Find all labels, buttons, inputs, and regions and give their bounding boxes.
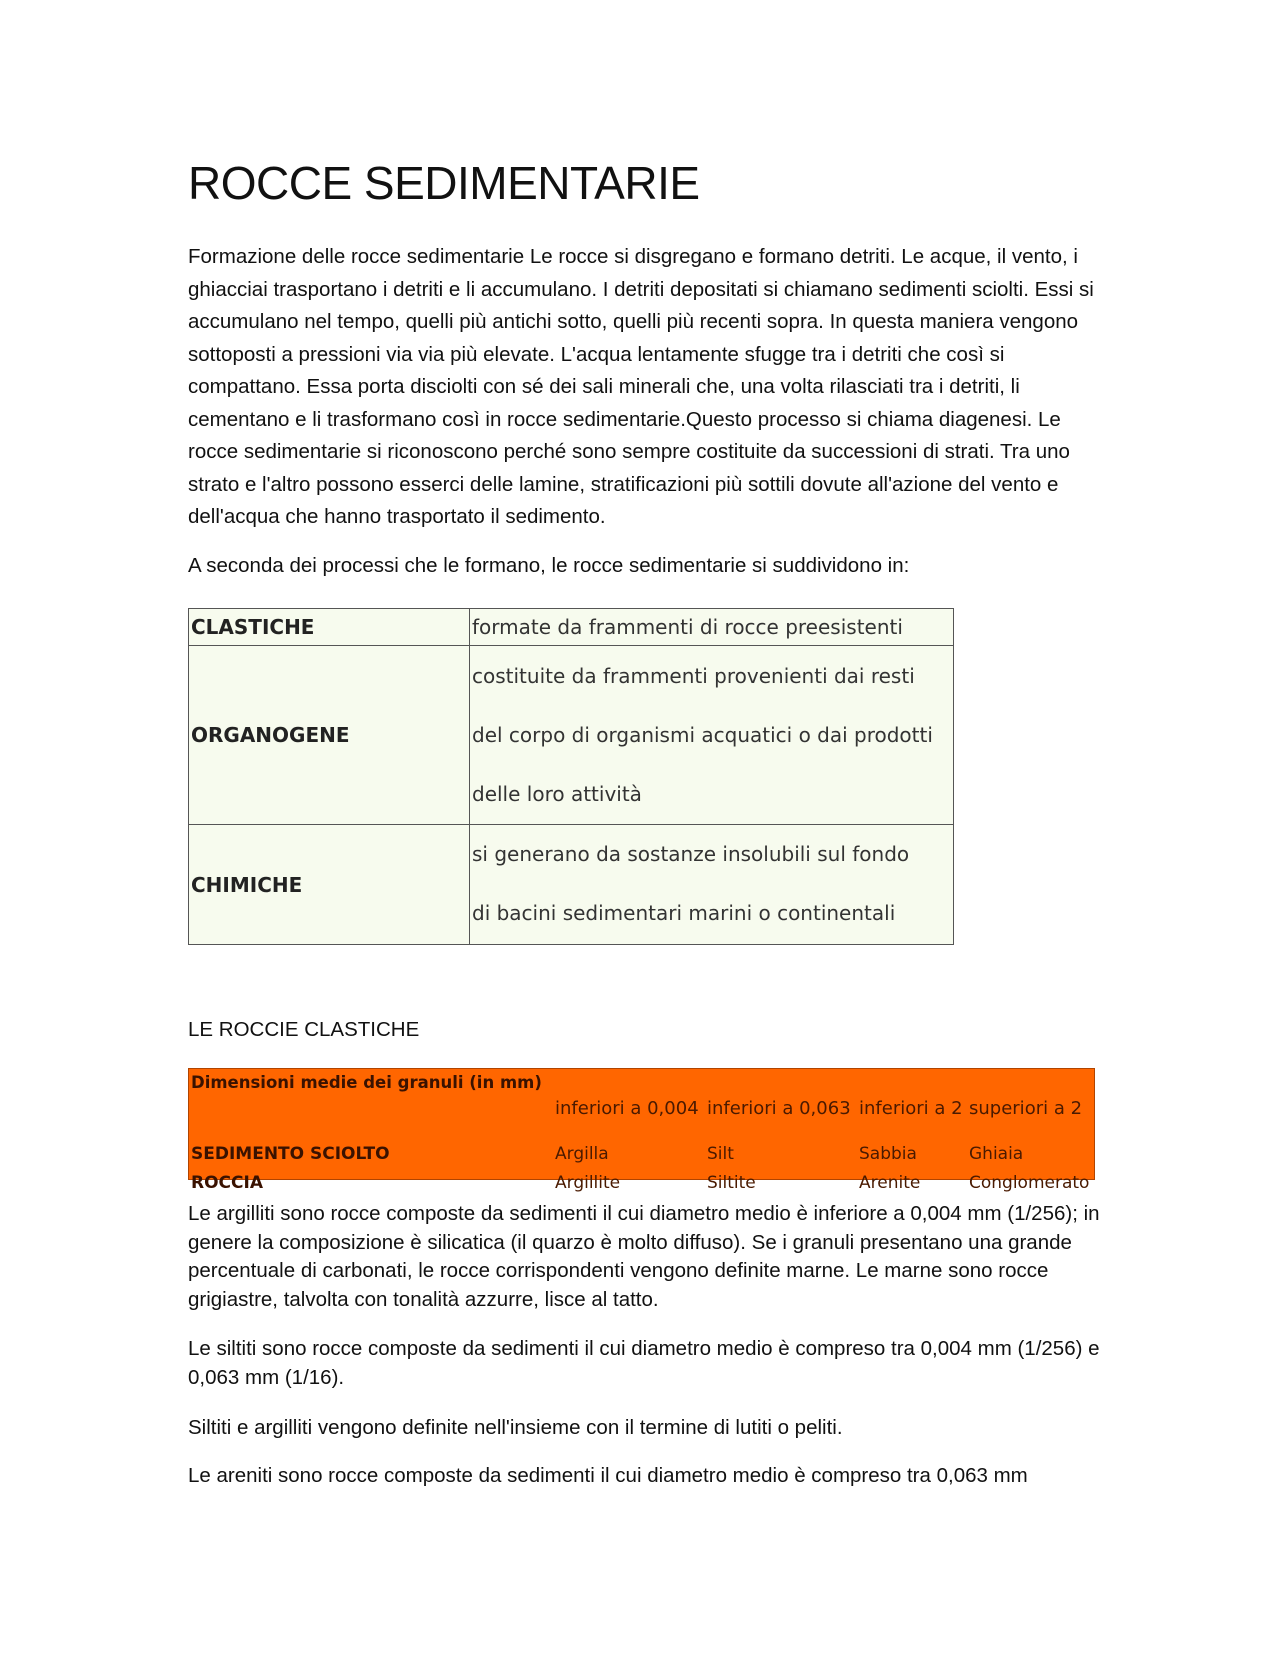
description-line: delle loro attività xyxy=(472,781,642,806)
areniti-paragraph: Le areniti sono rocce composte da sedimenti il cui diametro medio è compreso tra 0,063 mm xyxy=(188,1464,1028,1487)
header-cell: inferiori a 2 xyxy=(859,1097,963,1119)
page-title: ROCCE SEDIMENTARIE xyxy=(188,157,700,209)
table-row xyxy=(189,609,954,646)
row-label: SEDIMENTO SCIOLTO xyxy=(191,1144,390,1164)
table-header-row xyxy=(189,1069,1094,1133)
table-row xyxy=(189,825,954,945)
description-line: costituite da frammenti provenienti dai resti xyxy=(472,663,915,688)
lead-paragraph: A seconda dei processi che le formano, le rocce sedimentarie si suddividono in: xyxy=(188,554,910,577)
header-cell: superiori a 2 xyxy=(969,1097,1083,1119)
header-cell: inferiori a 0,063 xyxy=(707,1097,851,1119)
grain-size-table xyxy=(188,1068,1095,1193)
table-cell: Sabbia xyxy=(859,1144,917,1164)
table-cell: Argilla xyxy=(555,1144,609,1164)
header-label: Dimensioni medie dei granuli (in mm) xyxy=(191,1073,542,1092)
rock-type-description xyxy=(470,646,954,825)
rock-type-description xyxy=(470,609,954,646)
table-cell: Silt xyxy=(707,1144,734,1164)
siltiti-paragraph: Le siltiti sono rocce composte da sedimenti il cui diametro medio è compreso tra 0,004 mm (1/256) e 0,063 mm (1/16). xyxy=(188,1337,1100,1389)
table-row xyxy=(189,646,954,825)
section-heading: LE ROCCIE CLASTICHE xyxy=(188,1018,420,1041)
row-label: ROCCIA xyxy=(191,1173,263,1193)
header-cell: inferiori a 0,004 xyxy=(555,1097,699,1119)
table-row xyxy=(189,1133,1094,1169)
table-cell: Siltite xyxy=(707,1173,756,1193)
rock-type-description xyxy=(470,825,954,945)
intro-paragraph: Formazione delle rocce sedimentarie Le rocce si disgregano e formano detriti. Le acque, il vento, i ghiacciai trasportano i detriti e li accumulano. I detriti depositati si chiamano sedimenti sciolti. Essi si accumulano nel tempo, quelli più antichi sotto, quelli più recenti sopra. In questa maniera vengono sottoposti a pressioni via via più elevate. L'acqua lentamente sfugge tra i detriti che così si compattano. Essa porta disciolti con sé dei sali minerali che, una volta rilasciati tra i detriti, li cementano e li trasformano così in rocce sedimentarie.Questo processo si chiama diagenesi. Le rocce sedimentarie si riconoscono perché sono sempre costituite da successioni di strati. Tra uno strato e l'altro possono esserci delle lamine, stratificazioni più sottili dovute all'azione del vento e dell'acqua che hanno trasportato il sedimento. xyxy=(188,245,1094,528)
description-line: di bacini sedimentari marini o continentali xyxy=(472,901,896,925)
table-cell: Arenite xyxy=(859,1173,921,1193)
rock-types-table xyxy=(188,608,954,945)
description-line: si generano da sostanze insolubili sul fondo xyxy=(472,842,910,866)
table-cell: Argillite xyxy=(555,1173,621,1193)
table-cell: Conglomerato xyxy=(969,1173,1090,1193)
rock-type-name: ORGANOGENE xyxy=(189,646,470,825)
description-line: formate da frammenti di rocce preesistenti xyxy=(472,615,903,639)
rock-type-name: CHIMICHE xyxy=(189,825,470,945)
argilliti-paragraph: Le argilliti sono rocce composte da sedimenti il cui diametro medio è inferiore a 0,004 mm (1/256); in genere la composizione è silicatica (il quarzo è molto diffuso). Se i granuli presentano una grande percentuale di carbonati, le rocce corrispondenti vengono definite marne. Le marne sono rocce grigiastre, talvolta con tonalità azzurre, lisce al tatto. xyxy=(188,1202,1100,1311)
lutiti-paragraph: Siltiti e argilliti vengono definite nell'insieme con il termine di lutiti o peliti. xyxy=(188,1416,843,1439)
table-cell: Ghiaia xyxy=(969,1144,1024,1164)
table-row xyxy=(189,1169,1094,1197)
rock-type-name: CLASTICHE xyxy=(189,609,470,646)
description-line: del corpo di organismi acquatici o dai prodotti xyxy=(472,722,933,747)
